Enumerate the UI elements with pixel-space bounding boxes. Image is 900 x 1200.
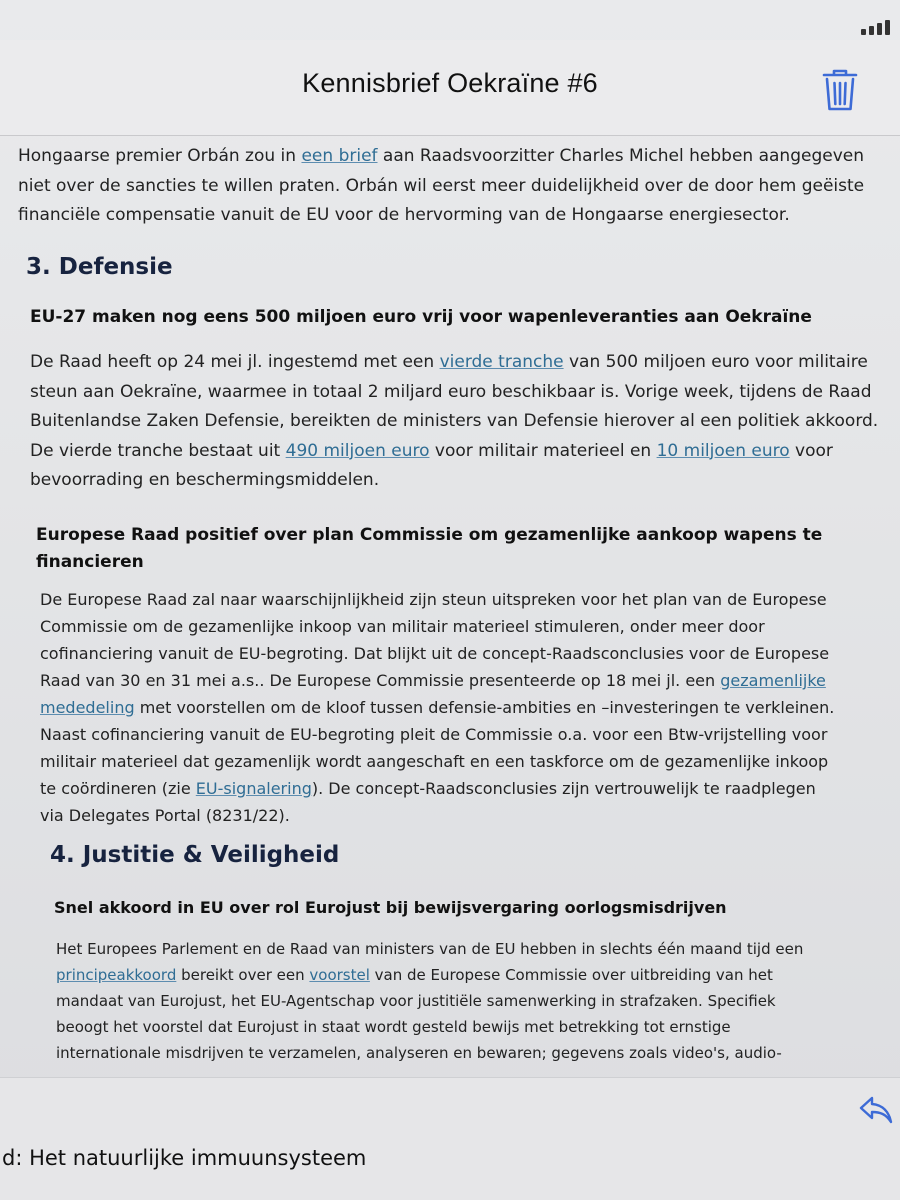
text-line [40, 694, 834, 721]
text-run: De Europese Raad zal naar waarschijnlijkheid zijn steun uitspreken voor het plan van de Europese [40, 590, 827, 609]
text-run: Naast cofinanciering vanuit de EU-begroting pleit de Commissie o.a. voor een Btw-vrijstelling voor [40, 725, 828, 744]
text-run: steun aan Oekraïne, waarmee in totaal 2 miljard euro beschikbaar is. Vorige week, tijdens de Raad [30, 381, 872, 402]
text-line [30, 407, 878, 437]
paragraph-eurojust [56, 936, 803, 1066]
text-run: via Delegates Portal (8231/22). [40, 806, 290, 825]
text-run: voor [789, 440, 833, 461]
text-run: mandaat van Eurojust, het EU-Agentschap voor justitiële samenwerking in strafzaken. Specifiek [56, 992, 776, 1010]
text-line [30, 348, 878, 378]
inline-link[interactable]: een brief [301, 146, 378, 166]
text-line [56, 962, 803, 988]
inline-link[interactable]: mededeling [40, 698, 135, 717]
bottom-toolbar [0, 1077, 900, 1200]
navigation-bar [0, 40, 900, 136]
text-line [30, 437, 878, 467]
page-title: Kennisbrief Oekraïne #6 [302, 68, 598, 98]
signal-strength-icon [861, 20, 890, 35]
text-line [40, 667, 834, 694]
text-run: beoogt het voorstel dat Eurojust in staat wordt gesteld bewijs met betrekking tot ernstige [56, 1018, 731, 1036]
text-line [18, 142, 864, 172]
text-run: Commissie om de gezamenlijke inkoop van militair materieel stimuleren, onder meer door [40, 617, 765, 636]
inline-link[interactable]: 490 miljoen euro [285, 440, 430, 461]
text-run: ). De concept-Raadsconclusies zijn vertrouwelijk te raadplegen [311, 779, 816, 798]
next-article-label[interactable]: d: Het natuurlijke immuunsysteem [2, 1146, 367, 1170]
text-line [56, 988, 803, 1014]
inline-link[interactable]: principeakkoord [56, 966, 177, 984]
text-line [40, 802, 834, 829]
text-line [40, 775, 834, 802]
text-line [40, 748, 834, 775]
text-run: internationale misdrijven te verzamelen, analyseren en bewaren; gegevens zoals video's, audio- [56, 1044, 782, 1062]
article-content [0, 136, 900, 1076]
text-run: cofinanciering vanuit de EU-begroting. Dat blijkt uit de concept-Raadsconclusies voor de Europese [40, 644, 830, 663]
paragraph-europese-raad [40, 586, 834, 829]
text-run: Hongaarse premier Orbán zou in [18, 146, 302, 166]
text-line [40, 721, 834, 748]
text-run: met voorstellen om de kloof tussen defensie-ambities en –investeringen te verkleinen. [134, 698, 835, 717]
text-line [30, 378, 878, 408]
text-run: De Raad heeft op 24 mei jl. ingestemd met een [30, 352, 440, 372]
inline-link[interactable]: 10 miljoen euro [656, 440, 790, 461]
text-line [30, 466, 878, 496]
text-run: voor militair materieel en [429, 440, 657, 461]
text-run: bevoorrading en beschermingsmiddelen. [30, 470, 380, 490]
text-line [56, 936, 803, 962]
text-run: bereikt over een [176, 966, 310, 984]
text-run: te coördineren (zie [40, 779, 196, 798]
subheading-line: Europese Raad positief over plan Commissie om gezamenlijke aankoop wapens te [36, 525, 823, 545]
text-line [56, 1014, 803, 1040]
paragraph-vierde-tranche [30, 348, 878, 496]
text-line [18, 172, 864, 202]
reply-arrow-icon[interactable] [858, 1092, 894, 1128]
inline-link[interactable]: vierde tranche [439, 352, 564, 372]
status-bar [0, 0, 900, 40]
text-run: militair materieel dat gezamenlijk wordt aangeschaft en een taskforce om de gezamenlijke inkoop [40, 752, 829, 771]
text-run: De vierde tranche bestaat uit [30, 440, 286, 461]
paragraph-sancties [18, 142, 864, 231]
text-run: financiële compensatie vanuit de EU voor de hervorming van de Hongaarse energiesector. [18, 205, 790, 225]
subheading-gezamenlijke-aankoop [36, 522, 822, 576]
inline-link[interactable]: gezamenlijke [720, 671, 826, 690]
text-run: niet over de sancties te willen praten. Orbán wil eerst meer duidelijkheid over de door hem geëiste [18, 175, 865, 196]
text-run: Buitenlandse Zaken Defensie, bereikten de ministers van Defensie hierover al een politiek akkoord. [30, 411, 879, 431]
text-line [40, 613, 834, 640]
heading-defensie: 3. Defensie [26, 254, 173, 280]
heading-justitie: 4. Justitie & Veiligheid [50, 842, 340, 868]
subheading-wapenleveranties: EU-27 maken nog eens 500 miljoen euro vrij voor wapenleveranties aan Oekraïne [30, 307, 812, 327]
text-run: aan Raadsvoorzitter Charles Michel hebben aangegeven [377, 146, 864, 166]
text-run: van de Europese Commissie over uitbreiding van het [369, 966, 773, 984]
inline-link[interactable]: voorstel [309, 966, 370, 984]
text-line [18, 201, 864, 231]
text-run: Raad van 30 en 31 mei a.s.. De Europese Commissie presenteerde op 18 mei jl. een [40, 671, 721, 690]
text-run: Het Europees Parlement en de Raad van ministers van de EU hebben in slechts één maand tijd een [56, 940, 804, 958]
subheading-line: financieren [36, 552, 144, 572]
trash-icon[interactable] [822, 68, 858, 112]
text-line [40, 640, 834, 667]
inline-link[interactable]: EU-signalering [195, 779, 312, 798]
text-line [56, 1040, 803, 1066]
text-line [40, 586, 834, 613]
subheading-eurojust: Snel akkoord in EU over rol Eurojust bij bewijsvergaring oorlogsmisdrijven [54, 898, 727, 917]
text-run: van 500 miljoen euro voor militaire [563, 352, 868, 372]
